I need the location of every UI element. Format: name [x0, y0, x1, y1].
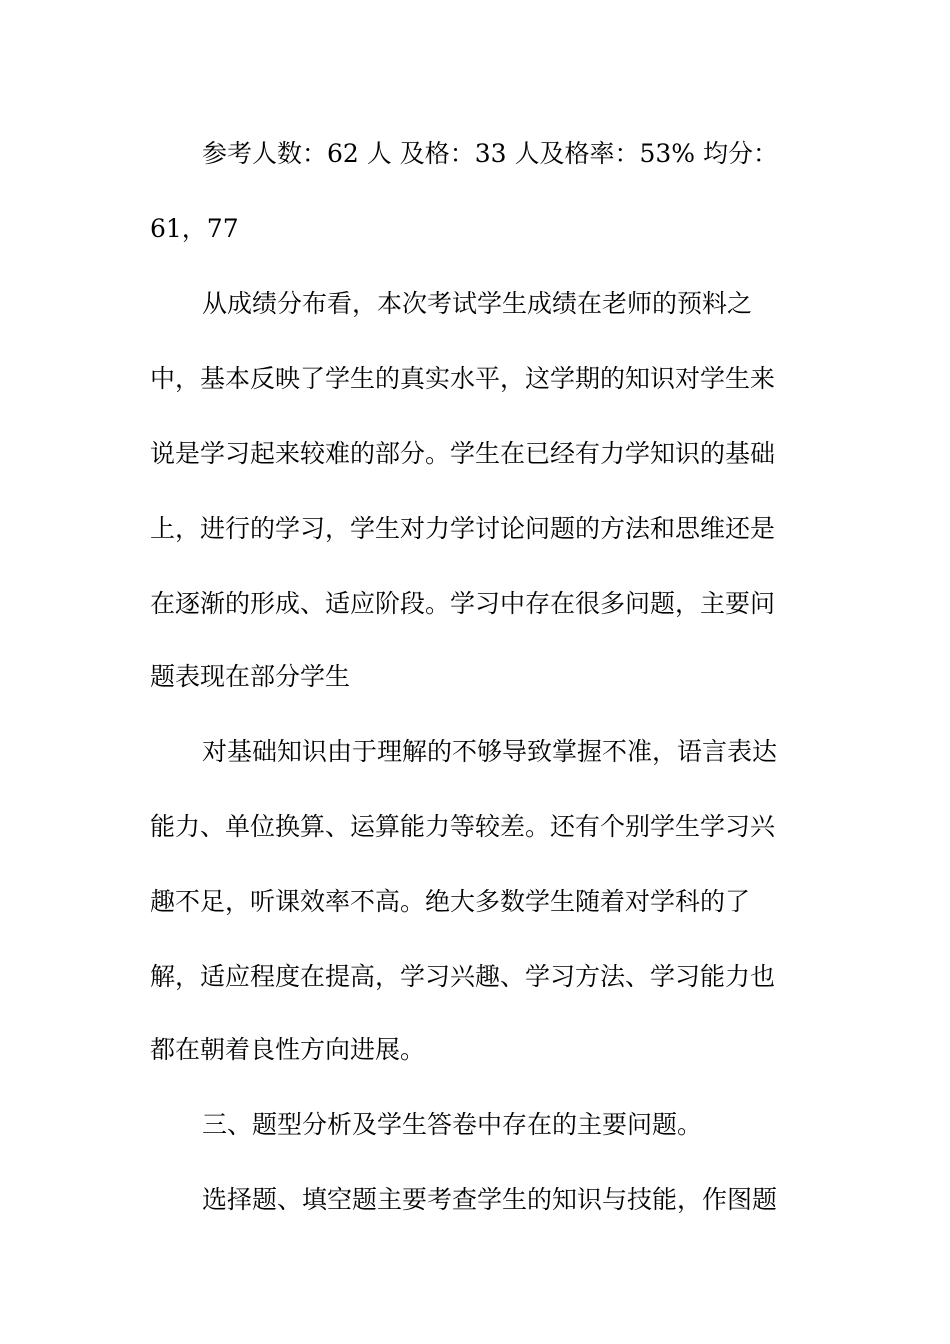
- paragraph-line: 上，进行的学习，学生对力学讨论问题的方法和思维还是: [150, 514, 776, 543]
- paragraph-line: 解，适应程度在提高，学习兴趣、学习方法、学习能力也: [150, 962, 776, 991]
- paragraph-line: 对基础知识由于理解的不够导致掌握不准，语言表达: [202, 737, 778, 766]
- paragraph-line: 说是学习起来较难的部分。学生在已经有力学知识的基础: [150, 439, 776, 468]
- stats-line: 参考人数：62 人 及格：33 人及格率：53% 均分：: [202, 139, 778, 168]
- paragraph-line: 从成绩分布看，本次考试学生成绩在老师的预料之: [202, 289, 753, 318]
- paragraph-line: 趣不足，听课效率不高。绝大多数学生随着对学科的了: [150, 887, 751, 916]
- paragraph-line: 选择题、填空题主要考查学生的知识与技能，作图题: [202, 1185, 778, 1214]
- paragraph-line: 在逐渐的形成、适应阶段。学习中存在很多问题，主要问: [150, 589, 776, 618]
- paragraph-line: 题表现在部分学生: [150, 662, 351, 691]
- section-heading: 三、题型分析及学生答卷中存在的主要问题。: [202, 1110, 703, 1139]
- paragraph-line: 中，基本反映了学生的真实水平，这学期的知识对学生来: [150, 364, 776, 393]
- paragraph-line: 都在朝着良性方向进展。: [150, 1035, 426, 1064]
- stats-line-continued: 61，77: [150, 214, 239, 243]
- paragraph-line: 能力、单位换算、运算能力等较差。还有个别学生学习兴: [150, 812, 776, 841]
